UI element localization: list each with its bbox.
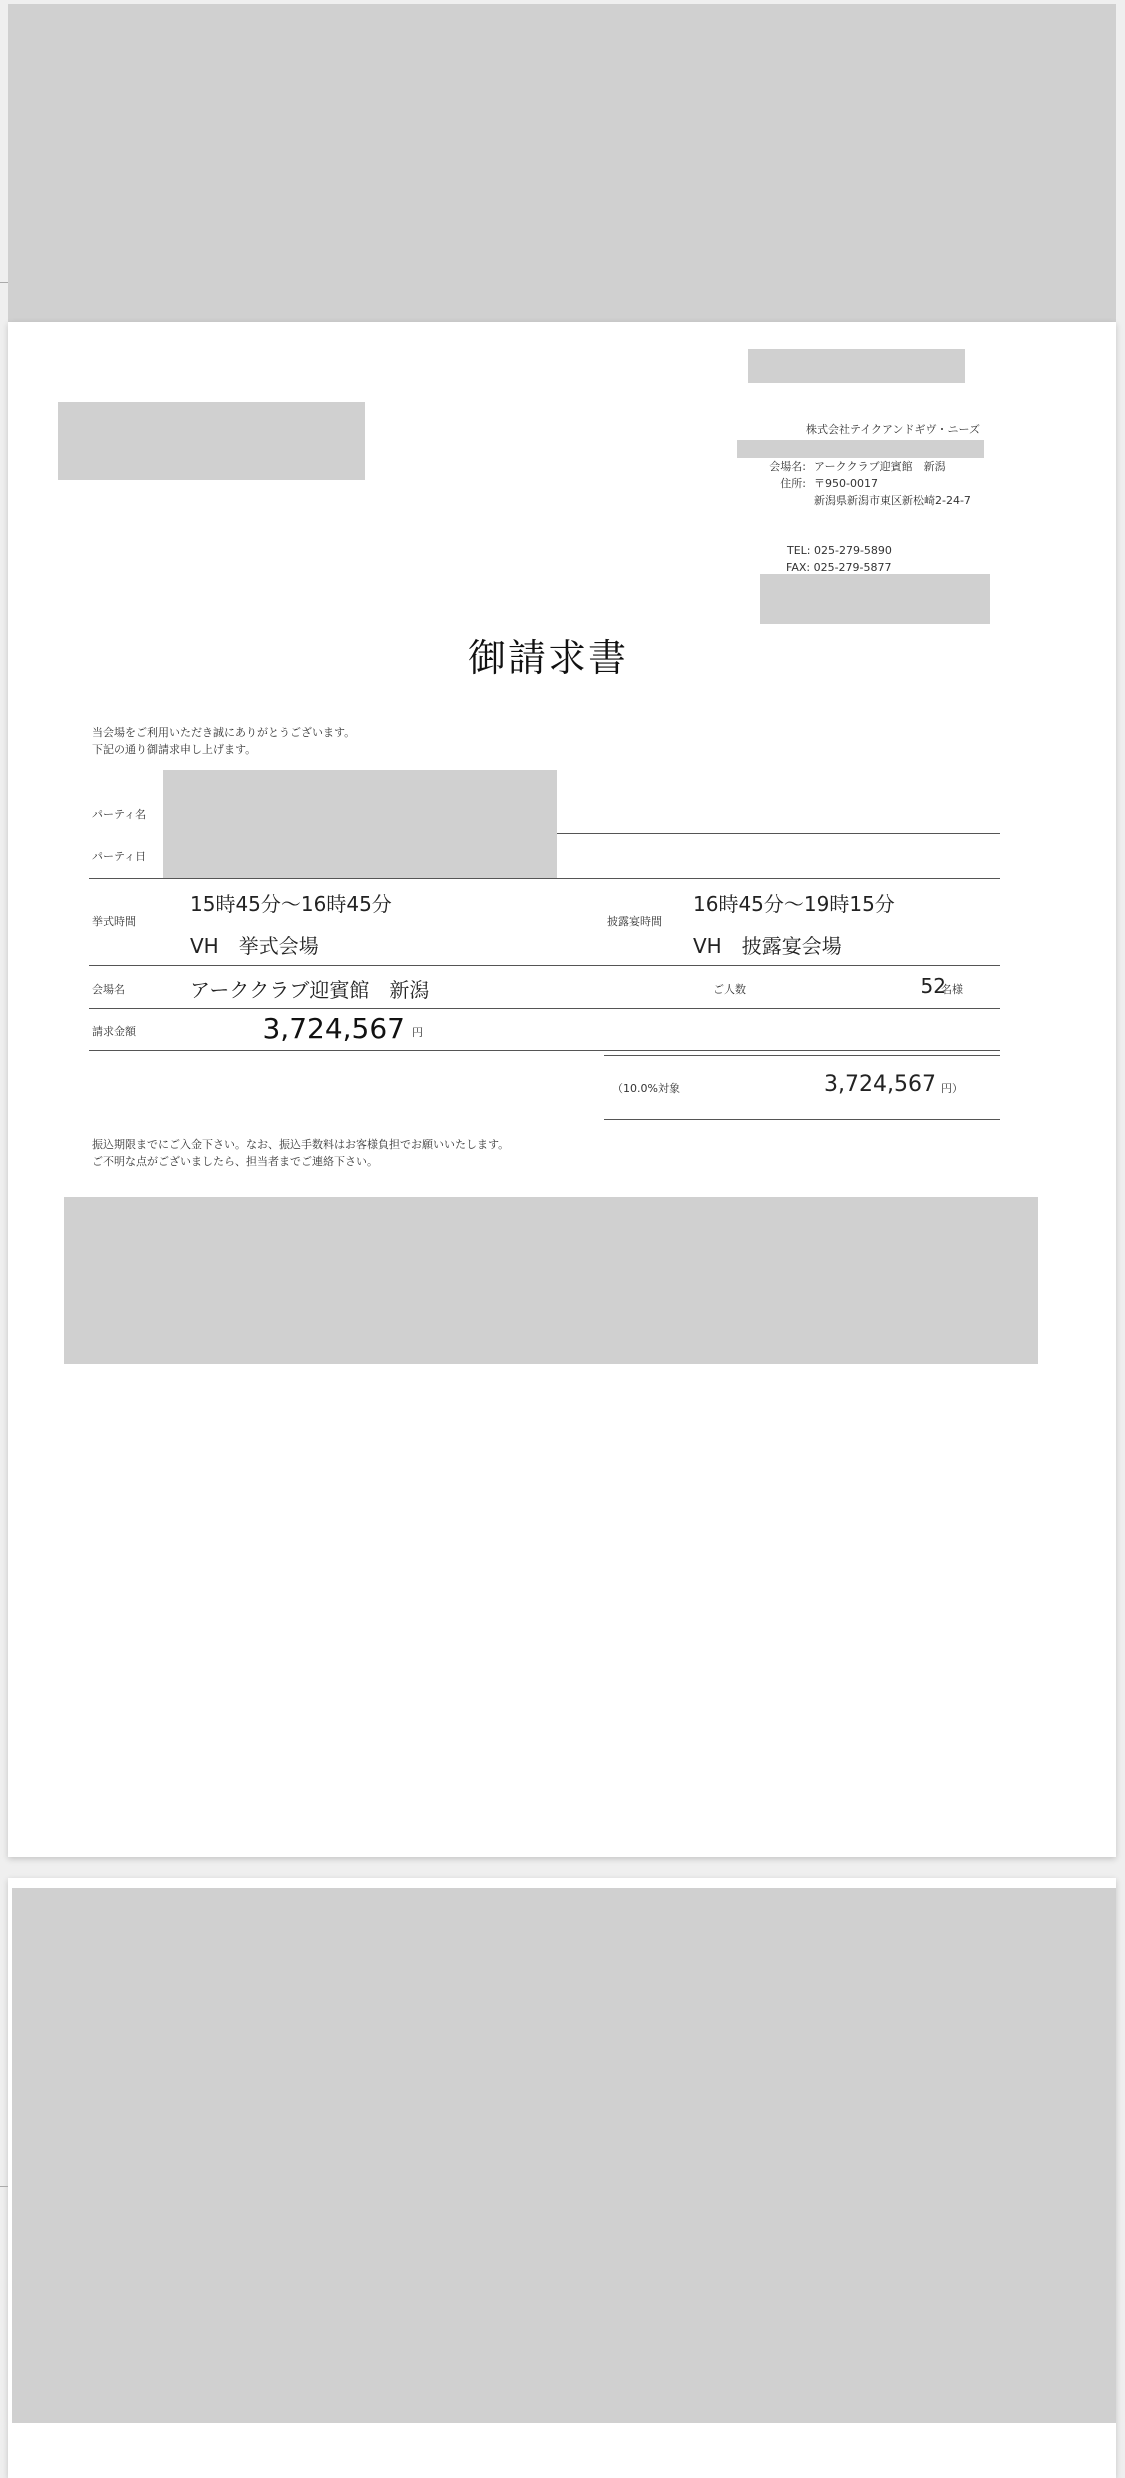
ceremony-time: 15時45分〜16時45分 [190,892,392,916]
reception-time-label: 披露宴時間 [607,915,662,928]
amount-unit: 円 [412,1026,423,1039]
amount-label: 請求金額 [92,1025,136,1038]
left-edge-line-2 [0,2186,8,2187]
sender-venue-label: 会場名: [769,460,806,473]
redacted-seal [760,574,990,624]
sender-postal: 〒950-0017 [814,477,878,490]
party-date-label: パーティ日 [92,850,147,863]
sender-tel: TEL: 025-279-5890 [787,544,892,557]
venue-label: 会場名 [92,983,125,996]
amount-underline [89,1050,1000,1051]
redacted-party-info [163,770,557,878]
sender-venue-value: アーククラブ迎賓館 新潟 [814,460,946,473]
intro-line-2: 下記の通り御請求申し上げます。 [92,743,257,756]
redacted-recipient [58,402,365,480]
sender-address-label: 住所: [780,477,806,490]
sender-fax: FAX: 025-279-5877 [786,561,892,574]
reception-time: 16時45分〜19時15分 [693,892,895,916]
note-line-1: 振込期限までにご入金下さい。なお、振込手数料はお客様負担でお願いいたします。 [92,1138,510,1151]
reception-place: VH 披露宴会場 [693,934,842,958]
times-underline [89,965,1000,966]
sender-company: 株式会社テイクアンドギヴ・ニーズ [805,423,980,436]
tax-bottom-rule [604,1119,1000,1120]
redacted-top-region [8,4,1116,322]
guests-label: ご人数 [713,983,746,996]
venue-value: アーククラブ迎賓館 新潟 [190,978,430,1002]
redacted-bottom-block [64,1197,1038,1364]
left-edge-line [0,282,8,283]
second-page [8,1878,1116,2478]
party-name-label: パーティ名 [92,808,147,821]
tax-value: 3,724,567 [824,1072,936,1097]
tax-unit: 円） [941,1082,963,1095]
ceremony-time-label: 挙式時間 [92,915,136,928]
tax-top-rule [604,1055,1000,1056]
redacted-stamp-top [748,349,965,383]
note-line-2: ご不明な点がございましたら、担当者までご連絡下さい。 [92,1155,378,1168]
sender-address: 新潟県新潟市東区新松崎2-24-7 [814,494,971,507]
party-name-underline [557,833,1000,834]
intro-line-1: 当会場をご利用いただき誠にありがとうございます。 [92,726,356,739]
invoice-title: 御請求書 [468,636,629,680]
redacted-sender-line [737,440,984,458]
party-date-underline [89,878,1000,879]
tax-label: （10.0%対象 [612,1082,680,1095]
guests-value: 52 [920,974,946,998]
amount-value: 3,724,567 [262,1012,405,1045]
venue-underline [89,1008,1000,1009]
redacted-second-page [12,1888,1116,2423]
guests-unit: 名様 [941,983,963,996]
ceremony-place: VH 挙式会場 [190,934,319,958]
invoice-page [8,322,1116,1857]
